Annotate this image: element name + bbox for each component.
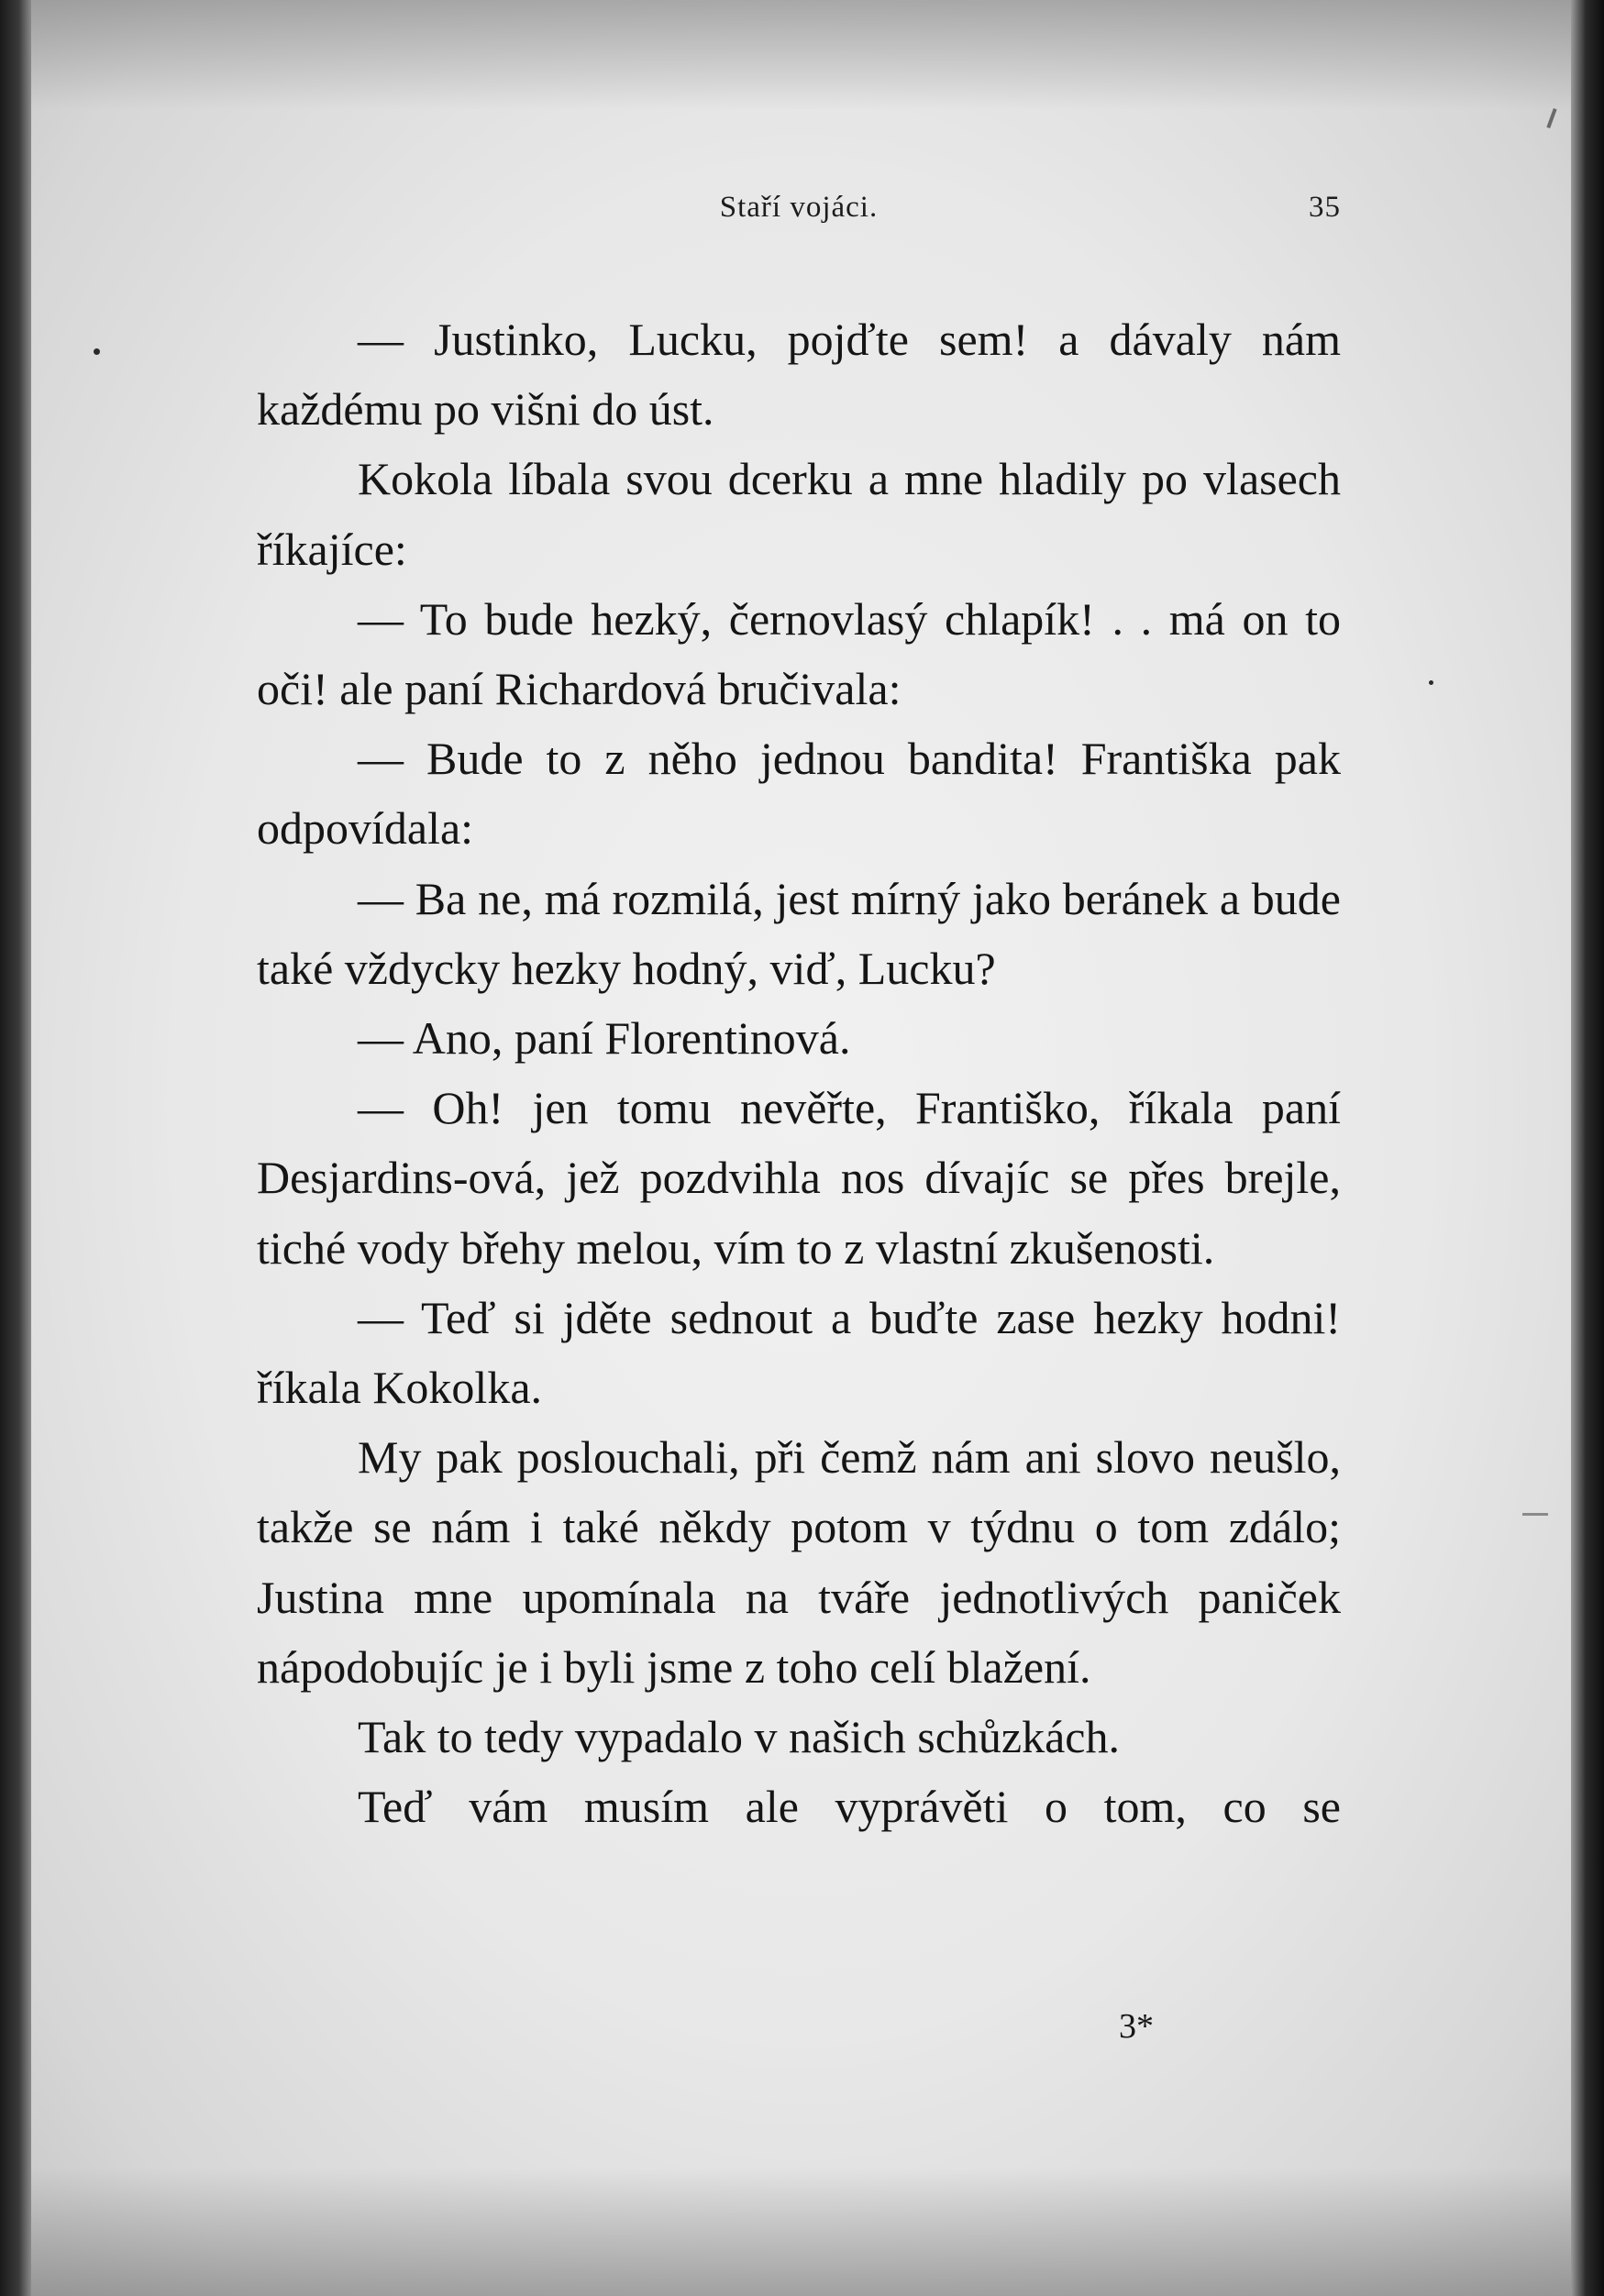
bottom-shadow bbox=[0, 2168, 1604, 2296]
top-shadow bbox=[0, 0, 1604, 110]
paragraph: — Ano, paní Florentinová. bbox=[358, 1012, 851, 1065]
paragraph: My pak poslouchali, při čemž nám ani slovo neušlo, takže se nám i také někdy potom v týdnu o tom zdálo; Justina mne upomínala na tváře jednotlivých paniček nápodobujíc je i byli jsme z toho celí blažení. bbox=[257, 1431, 1341, 1693]
running-title: Staří vojáci. bbox=[719, 191, 879, 224]
right-page-edge bbox=[1571, 0, 1604, 2296]
running-head bbox=[257, 191, 1341, 237]
scan-mark bbox=[1522, 1513, 1548, 1516]
paragraph: Tak to tedy vypadalo v našich schůzkách. bbox=[358, 1711, 1120, 1763]
left-page-edge bbox=[0, 0, 31, 2296]
paragraph: Kokola líbala svou dcerku a mne hladily po vlasech říkajíce: bbox=[257, 453, 1341, 575]
scan-speck bbox=[94, 348, 100, 355]
signature-mark: 3* bbox=[1119, 2007, 1154, 2046]
paragraph: — Justinko, Lucku, pojďte sem! a dávaly nám každému po višni do úst. bbox=[257, 314, 1341, 436]
paragraph: — Ba ne, má rozmilá, jest mírný jako beránek a bude také vždycky hezky hodný, viď, Lucku? bbox=[257, 872, 1341, 994]
paragraph: — Teď si jděte sednout a buďte zase hezky hodni! říkala Kokolka. bbox=[257, 1291, 1341, 1414]
paragraph: — To bude hezký, černovlasý chlapík! . . má on to oči! ale paní Richardová bručivala: bbox=[257, 592, 1341, 715]
paragraph: Teď vám musím ale vyprávěti o tom, co se bbox=[358, 1781, 1341, 1833]
paragraph: — Bude to z něho jednou bandita! Františka pak odpovídala: bbox=[257, 733, 1341, 855]
page-number: 35 bbox=[1309, 191, 1341, 224]
paragraph: — Oh! jen tomu nevěřte, Františko, říkala paní Desjardins-ová, jež pozdvihla nos dívajíc se přes brejle, tiché vody břehy melou, vím to z vlastní zkušenosti. bbox=[257, 1082, 1341, 1274]
body-text bbox=[257, 304, 1341, 1841]
scan-speck bbox=[1429, 680, 1433, 685]
